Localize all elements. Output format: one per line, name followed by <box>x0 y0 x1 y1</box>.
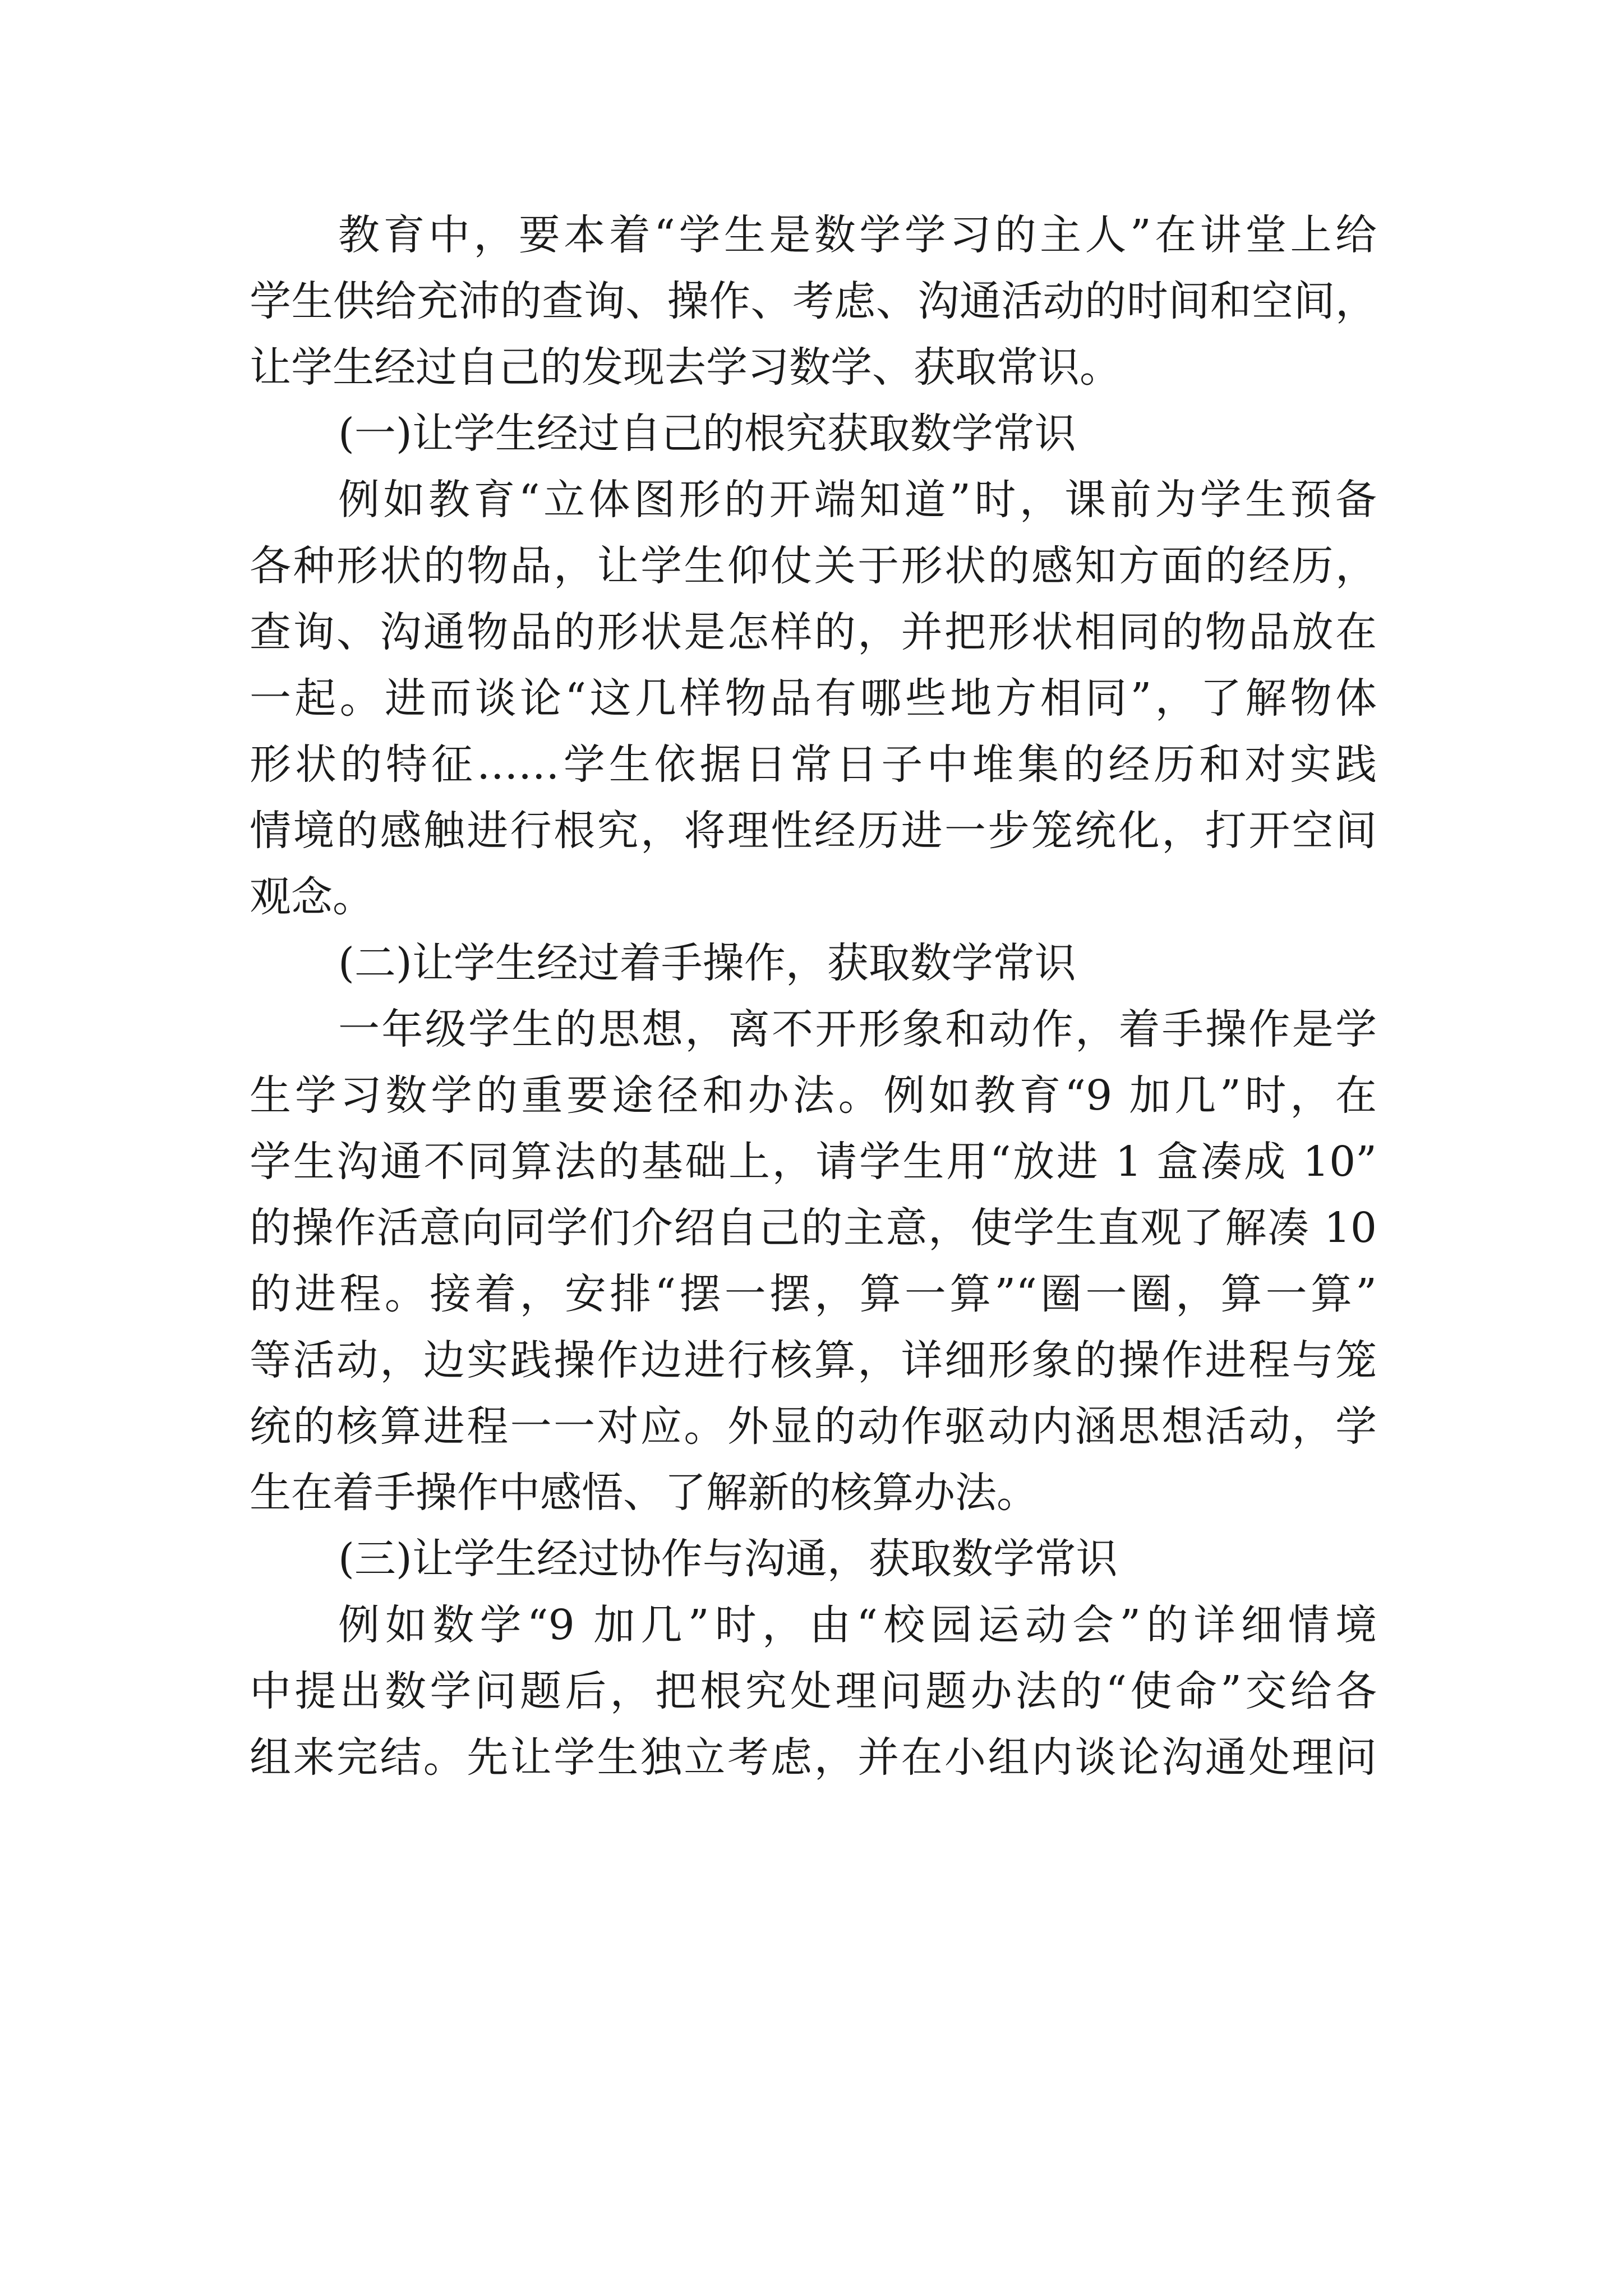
section-heading: (三)让学生经过协作与沟通，获取数学常识 <box>338 1535 1118 1583</box>
paragraph-line: 一起。进而谈论“这几样物品有哪些地方相同”，了解物体 <box>250 674 1377 723</box>
paragraph-line: 查询、沟通物品的形状是怎样的，并把形状相同的物品放在 <box>250 608 1377 656</box>
paragraph-line: 例如教育“立体图形的开端知道”时，课前为学生预备 <box>338 476 1377 524</box>
paragraph-line: 生学习数学的重要途径和办法。例如教育“9 加几”时，在 <box>250 1071 1377 1120</box>
paragraph-line: 的进程。接着，安排“摆一摆，算一算”“圈一圈，算一算” <box>250 1270 1377 1318</box>
paragraph-line: 各种形状的物品，让学生仰仗关于形状的感知方面的经历， <box>250 542 1377 590</box>
section-heading: (二)让学生经过着手操作，获取数学常识 <box>338 939 1076 987</box>
paragraph-line: 形状的特征……学生依据日常日子中堆集的经历和对实践 <box>250 740 1377 789</box>
paragraph-line: 中提出数学问题后，把根究处理问题办法的“使命”交给各 <box>250 1667 1377 1715</box>
paragraph-line: 情境的感触进行根究，将理性经历进一步笼统化，打开空间 <box>250 807 1377 855</box>
paragraph-line: 学生沟通不同算法的基础上，请学生用“放进 1 盒凑成 10” <box>250 1138 1377 1186</box>
paragraph-line: 学生供给充沛的查询、操作、考虑、沟通活动的时间和空间， <box>250 277 1377 325</box>
paragraph-line: 等活动，边实践操作边进行核算，详细形象的操作进程与笼 <box>250 1336 1377 1384</box>
paragraph-line: 观念。 <box>250 873 374 921</box>
paragraph-line: 一年级学生的思想，离不开形象和动作，着手操作是学 <box>338 1005 1377 1053</box>
paragraph-line: 组来完结。先让学生独立考虑，并在小组内谈论沟通处理问 <box>250 1733 1377 1782</box>
paragraph-line: 例如数学“9 加几”时，由“校园运动会”的详细情境 <box>338 1601 1377 1649</box>
paragraph-line: 统的核算进程一一对应。外显的动作驱动内涵思想活动，学 <box>250 1402 1377 1451</box>
paragraph-line: 让学生经过自己的发现去学习数学、获取常识。 <box>250 343 1121 392</box>
paragraph-line: 生在着手操作中感悟、了解新的核算办法。 <box>250 1469 1038 1517</box>
paragraph-line: 的操作活意向同学们介绍自己的主意，使学生直观了解凑 10 <box>250 1204 1377 1252</box>
paragraph-line: 教育中，要本着“学生是数学学习的主人”在讲堂上给 <box>338 211 1377 259</box>
section-heading: (一)让学生经过自己的根究获取数学常识 <box>338 409 1076 458</box>
